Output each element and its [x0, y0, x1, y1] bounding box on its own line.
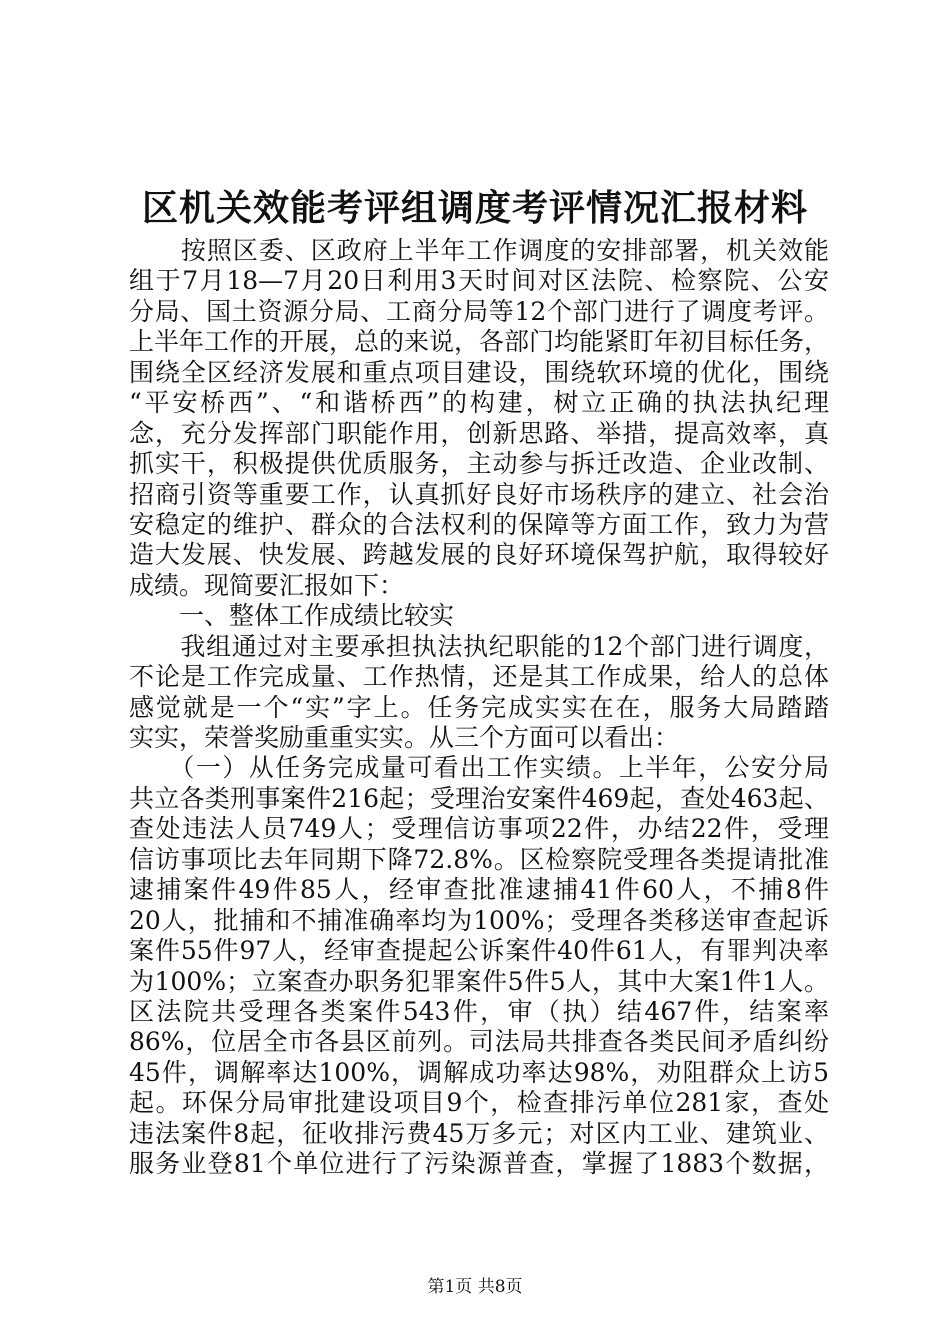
body-line: 实实，荣誉奖励重重实实。从三个方面可以看出：: [129, 723, 680, 752]
body-line: 按照区委、区政府上半年工作调度的安排部署，机关效能: [129, 236, 829, 265]
body-line: 成绩。现简要汇报如下：: [129, 570, 405, 600]
body-line: 为100%；立案查办职务犯罪案件5件5人，其中大案1件1人。: [129, 966, 829, 996]
body-line: 86%，位居全市各县区前列。司法局共排查各类民间矛盾纠纷: [129, 1027, 829, 1057]
body-line: 不论是工作完成量、工作热情，还是其工作成果，给人的总体: [129, 662, 829, 692]
document-body: [129, 236, 829, 1180]
body-line: 查处违法人员749人；受理信访事项22件，办结22件，受理: [129, 814, 829, 844]
body-line: 信访事项比去年同期下降72.8%。区检察院受理各类提请批准: [129, 844, 829, 874]
body-line: 围绕全区经济发展和重点项目建设，围绕软环境的优化，围绕: [129, 357, 829, 387]
body-line: 案件55件97人，经审查提起公诉案件40件61人，有罪判决率: [129, 936, 829, 966]
page-footer: 第1页 共8页: [427, 1277, 523, 1297]
body-line: 抓实干，积极提供优质服务，主动参与拆迁改造、企业改制、: [129, 449, 829, 479]
body-line: 一、整体工作成绩比较实: [129, 601, 455, 631]
body-line: 区法院共受理各类案件543件，审（执）结467件，结案率: [129, 996, 829, 1026]
body-line: （一）从任务完成量可看出工作实绩。上半年，公安分局: [129, 753, 829, 783]
body-line: “平安桥西”、“和谐桥西”的构建，树立正确的执法执纪理: [129, 388, 829, 418]
body-line: 上半年工作的开展，总的来说，各部门均能紧盯年初目标任务，: [129, 327, 830, 357]
body-line: 违法案件8起，征收排污费45万多元；对区内工业、建筑业、: [129, 1118, 829, 1148]
body-line: 组于7月18—7月20日利用3天时间对区法院、检察院、公安: [129, 266, 829, 296]
body-line: 念，充分发挥部门职能作用，创新思路、举措，提高效率，真: [129, 418, 829, 448]
body-line: 分局、国土资源分局、工商分局等12个部门进行了调度考评。: [129, 296, 829, 326]
body-line: 我组通过对主要承担执法执纪职能的12个部门进行调度，: [129, 631, 829, 661]
body-line: 共立各类刑事案件216起；受理治安案件469起，查处463起、: [129, 783, 829, 813]
body-line: 服务业登81个单位进行了污染源普查，掌握了1883个数据，: [129, 1149, 829, 1179]
body-line: 逮捕案件49件85人，经审查批准逮捕41件60人，不捕8件: [129, 875, 829, 905]
body-line: 20人，批捕和不捕准确率均为100%；受理各类移送审查起诉: [129, 905, 829, 935]
body-line: 造大发展、快发展、跨越发展的良好环境保驾护航，取得较好: [129, 540, 829, 570]
body-line: 招商引资等重要工作，认真抓好良好市场秩序的建立、社会治: [129, 479, 829, 509]
body-line: 45件，调解率达100%，调解成功率达98%，劝阻群众上访5: [129, 1057, 829, 1087]
document-title: 区机关效能考评组调度考评情况汇报材料: [141, 187, 808, 229]
body-line: 感觉就是一个“实”字上。任务完成实实在在，服务大局踏踏: [129, 692, 829, 722]
body-line: 起。环保分局审批建设项目9个，检查排污单位281家，查处: [129, 1088, 829, 1118]
body-line: 安稳定的维护、群众的合法权利的保障等方面工作，致力为营: [129, 509, 829, 539]
